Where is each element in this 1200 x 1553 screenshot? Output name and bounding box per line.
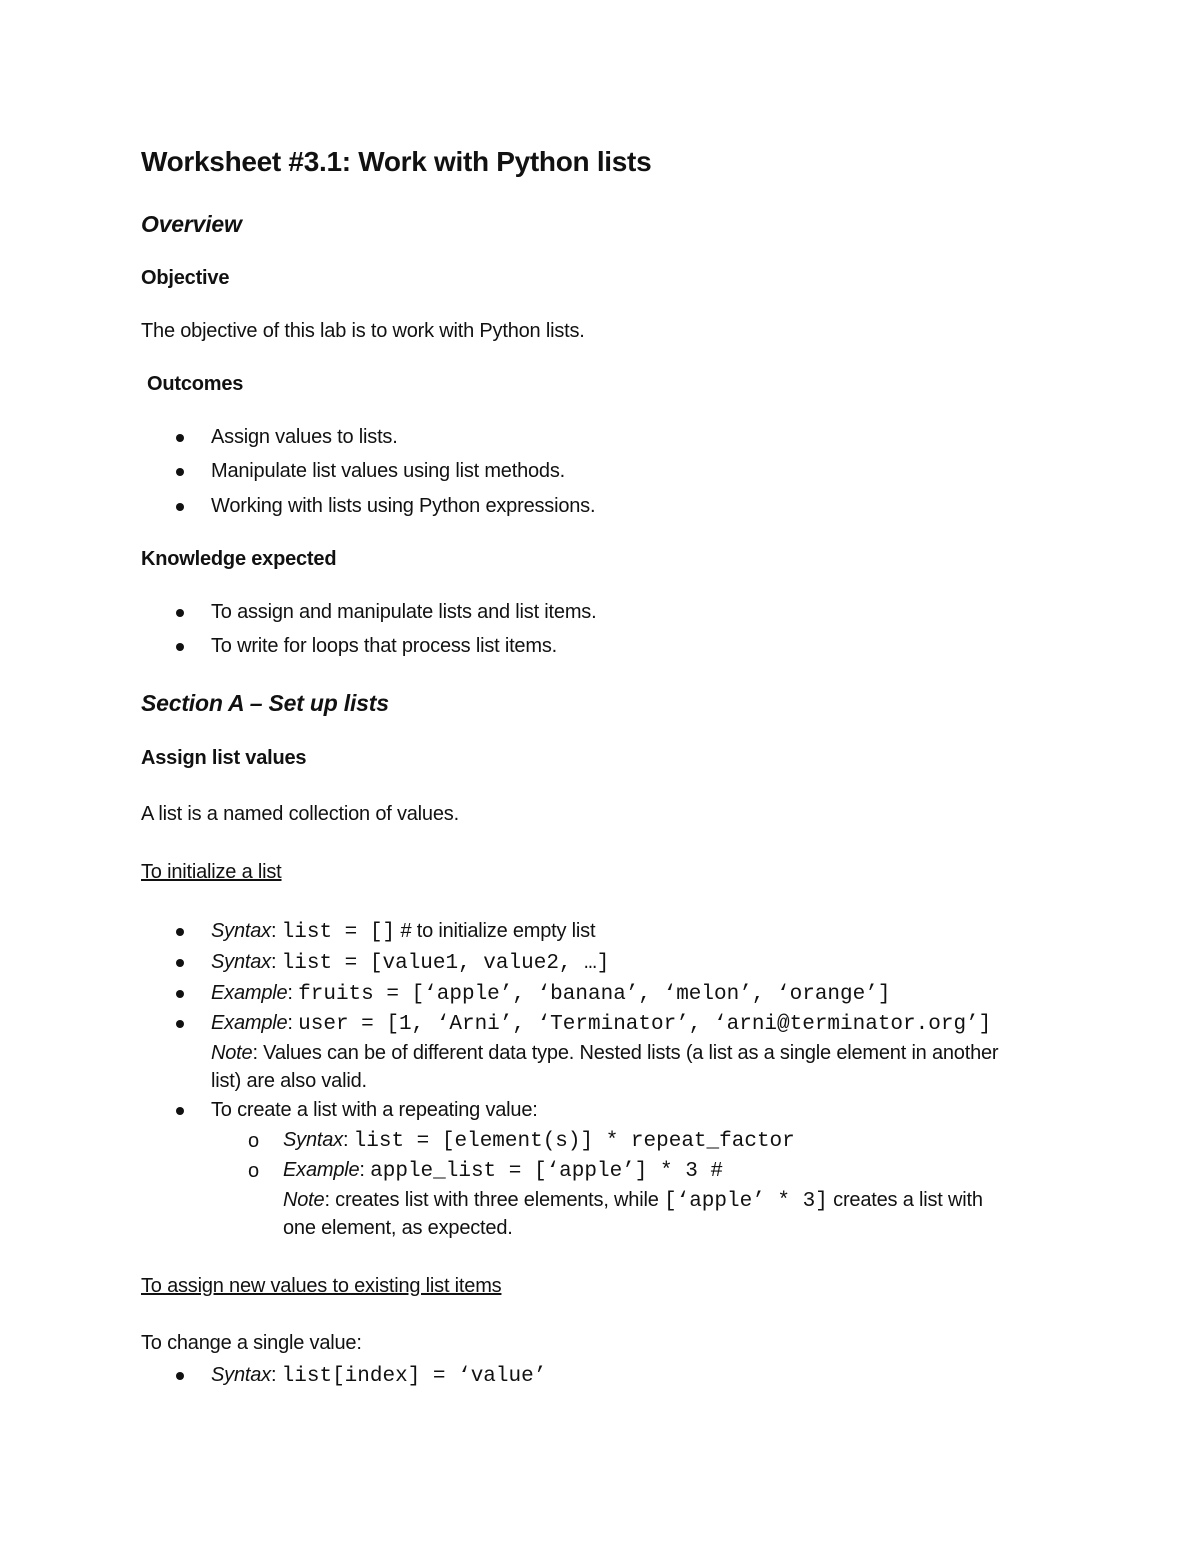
item-label: Example [211,982,288,1004]
bullet-icon [176,468,184,476]
bullet-icon [176,609,184,617]
assign-new-values-heading: To assign new values to existing list items [141,1275,502,1297]
assign-list-values-heading: Assign list values [141,747,307,769]
change-item-syntax: Syntax: list[index] = ‘value’ [211,1364,547,1388]
outcomes-heading: Outcomes [147,373,244,395]
section-a-heading: Section A – Set up lists [141,690,389,716]
bullet-icon [176,1107,184,1115]
bullet-icon [176,1372,184,1380]
code-snippet: apple_list = [‘apple’] * 3 # [370,1160,723,1183]
note2-line-2: one element, as expected. [283,1217,513,1239]
overview-heading: Overview [141,211,242,237]
init-list-heading: To initialize a list [141,861,282,883]
note-line-1: Note: Values can be of different data type. Nested lists (a list as a single element in another [211,1042,999,1064]
repeat-example: Example: apple_list = [‘apple’] * 3 # [283,1159,723,1183]
syntax-item-values: Syntax: list = [value1, value2, …] [211,951,610,975]
item-label: Example [211,1012,288,1034]
code-snippet: list = [element(s)] * repeat_factor [353,1130,795,1153]
list-item: Working with lists using Python expressions. [211,495,596,517]
objective-text: The objective of this lab is to work with Python lists. [141,320,585,342]
bullet-icon [176,1020,184,1028]
knowledge-heading: Knowledge expected [141,548,337,570]
objective-heading: Objective [141,267,230,289]
repeat-item: To create a list with a repeating value: [211,1099,538,1121]
bullet-icon [176,643,184,651]
list-item: Manipulate list values using list methods. [211,460,566,482]
code-snippet: list = [] [281,921,396,944]
list-item: To assign and manipulate lists and list items. [211,601,597,623]
circle-bullet-icon: o [248,1160,260,1182]
item-label: Syntax [211,920,271,942]
note-line-2: list) are also valid. [211,1070,367,1092]
bullet-icon [176,434,184,442]
repeat-syntax: Syntax: list = [element(s)] * repeat_factor [283,1129,795,1153]
note-label: Note [211,1042,253,1064]
item-label: Syntax [283,1129,343,1151]
assign-text: A list is a named collection of values. [141,803,459,825]
bullet-icon [176,990,184,998]
bullet-icon [176,503,184,511]
code-snippet: [‘apple’ * 3] [663,1190,828,1213]
code-snippet: fruits = [‘apple’, ‘banana’, ‘melon’, ‘orange’] [298,983,891,1006]
note-label: Note [283,1189,325,1211]
item-label: Syntax [211,951,271,973]
example-item-user: Example: user = [1, ‘Arni’, ‘Terminator’, ‘arni@terminator.org’] [211,1012,992,1036]
bullet-icon [176,959,184,967]
note2-line-1: Note: creates list with three elements, while [‘apple’ * 3] creates a list with [283,1189,983,1213]
bullet-icon [176,928,184,936]
change-single-text: To change a single value: [141,1332,362,1354]
list-item: Assign values to lists. [211,426,398,448]
page-title: Worksheet #3.1: Work with Python lists [141,146,652,177]
example-item-fruits: Example: fruits = [‘apple’, ‘banana’, ‘melon’, ‘orange’] [211,982,891,1006]
syntax-item-empty: Syntax: list = [] # to initialize empty list [211,920,596,944]
code-snippet: user = [1, ‘Arni’, ‘Terminator’, ‘arni@terminator.org’] [298,1013,992,1036]
item-label: Example [283,1159,360,1181]
list-item: To write for loops that process list items. [211,635,557,657]
code-snippet: list = [value1, value2, …] [281,952,610,975]
item-comment: # to initialize empty list [395,920,596,942]
code-snippet: list[index] = ‘value’ [281,1365,547,1388]
circle-bullet-icon: o [248,1130,260,1152]
item-label: Syntax [211,1364,271,1386]
